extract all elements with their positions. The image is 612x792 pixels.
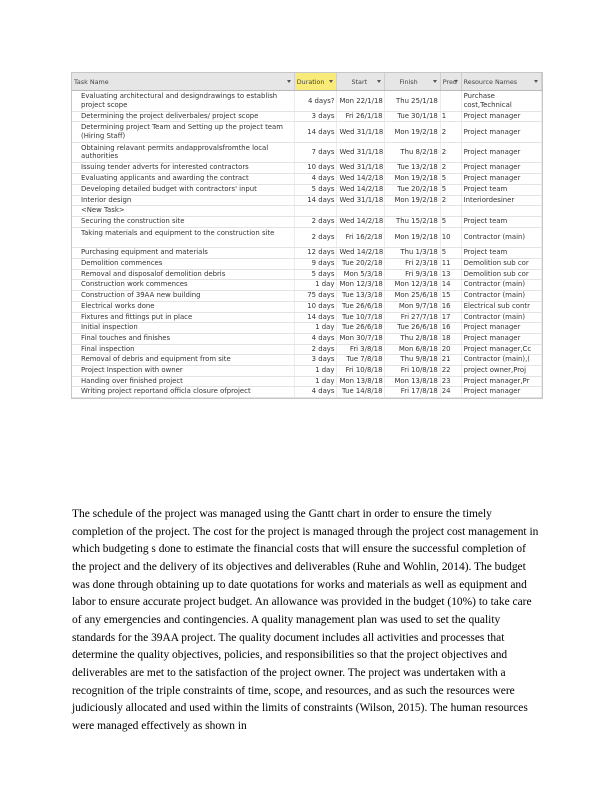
table-row[interactable] [72,184,542,195]
resource-cell[interactable]: Project manager [461,122,541,143]
resource-cell[interactable]: Project manager [461,333,541,344]
start-cell[interactable]: Tue 26/6/18 [337,301,385,312]
table-row[interactable] [72,280,542,291]
finish-cell[interactable]: Fri 2/3/18 [385,259,440,270]
finish-cell[interactable]: Fri 27/7/18 [385,312,440,323]
task-name-cell[interactable]: Final inspection [72,344,294,355]
predecessor-cell[interactable]: 15 [440,291,461,302]
filter-arrow-icon[interactable] [287,80,291,83]
resource-cell[interactable]: Project manager [461,163,541,174]
resource-cell[interactable]: Interiordesiner [461,195,541,206]
table-header-row [72,73,542,91]
task-name-cell[interactable]: Determining project Team and Setting up the project team (Hiring Staff) [72,122,294,143]
finish-cell[interactable]: Thu 1/3/18 [385,248,440,259]
predecessor-cell[interactable]: 24 [440,387,461,398]
task-name-cell[interactable]: Interior design [72,195,294,206]
task-name-cell[interactable]: <New Task> [72,206,294,217]
table-row[interactable] [72,142,542,163]
filter-arrow-icon[interactable] [454,80,458,83]
resource-cell[interactable]: Project manager,Cc [461,344,541,355]
start-cell[interactable]: Fri 3/8/18 [337,344,385,355]
start-cell[interactable]: Tue 10/7/18 [337,312,385,323]
task-table [72,73,542,398]
task-name-cell[interactable]: Project Inspection with owner [72,366,294,377]
task-name-cell[interactable]: Obtaining relavant permits andapprovalsfromthe local authorities [72,142,294,163]
task-name-cell[interactable]: Construction of 39AA new building [72,291,294,302]
start-cell[interactable]: Tue 20/2/18 [337,259,385,270]
resource-cell[interactable]: Electrical sub contr [461,301,541,312]
table-row[interactable] [72,291,542,302]
duration-cell[interactable]: 14 days [294,195,337,206]
table-row[interactable] [72,323,542,334]
finish-cell[interactable]: Mon 6/8/18 [385,344,440,355]
finish-cell[interactable]: Tue 20/2/18 [385,184,440,195]
start-cell[interactable]: Tue 14/8/18 [337,387,385,398]
task-name-cell[interactable]: Initial inspection [72,323,294,334]
predecessor-cell[interactable] [440,91,461,112]
resource-cell[interactable]: Contractor (main),( [461,355,541,366]
task-name-cell[interactable]: Writing project reportand officla closure ofproject [72,387,294,398]
resource-cell[interactable]: Purchase cost,Technical [461,91,541,112]
start-cell[interactable]: Tue 13/3/18 [337,291,385,302]
table-row[interactable] [72,355,542,366]
predecessor-cell[interactable]: 14 [440,280,461,291]
duration-cell[interactable]: 14 days [294,122,337,143]
predecessor-cell[interactable]: 5 [440,174,461,185]
duration-cell[interactable]: 4 days [294,333,337,344]
start-cell[interactable]: Wed 31/1/18 [337,142,385,163]
finish-cell[interactable]: Tue 13/2/18 [385,163,440,174]
finish-cell[interactable]: Thu 15/2/18 [385,217,440,228]
table-row[interactable] [72,163,542,174]
finish-cell[interactable]: Mon 25/6/18 [385,291,440,302]
duration-cell[interactable]: 10 days [294,301,337,312]
table-row[interactable] [72,195,542,206]
duration-cell[interactable]: 2 days [294,344,337,355]
header-pred-label: Pred [442,77,457,86]
start-cell[interactable]: Tue 26/6/18 [337,323,385,334]
table-row[interactable] [72,217,542,228]
finish-cell[interactable]: Mon 19/2/18 [385,122,440,143]
start-cell[interactable]: Mon 30/7/18 [337,333,385,344]
resource-cell[interactable]: Project manager [461,111,541,122]
finish-cell[interactable] [385,206,440,217]
start-cell[interactable]: Wed 14/2/18 [337,184,385,195]
duration-cell[interactable]: 2 days [294,227,337,248]
header-resource-label: Resource Names [463,77,518,86]
header-task-name[interactable] [72,73,294,91]
table-row[interactable] [72,174,542,185]
task-name-cell[interactable]: Securing the construction site [72,217,294,228]
table-row[interactable] [72,91,542,112]
predecessor-cell[interactable]: 10 [440,227,461,248]
resource-cell[interactable]: Contractor (main) [461,312,541,323]
task-name-cell[interactable]: Developing detailed budget with contractors' input [72,184,294,195]
start-cell[interactable]: Fri 10/8/18 [337,366,385,377]
duration-cell[interactable]: 14 days [294,312,337,323]
predecessor-cell[interactable]: 21 [440,355,461,366]
resource-cell[interactable]: Demolition sub cor [461,269,541,280]
predecessor-cell[interactable]: 5 [440,248,461,259]
start-cell[interactable]: Wed 14/2/18 [337,217,385,228]
table-row[interactable] [72,248,542,259]
predecessor-cell[interactable]: 2 [440,122,461,143]
resource-cell[interactable]: Project team [461,184,541,195]
duration-cell[interactable]: 5 days [294,184,337,195]
finish-cell[interactable]: Fri 17/8/18 [385,387,440,398]
finish-cell[interactable]: Mon 13/8/18 [385,376,440,387]
duration-cell[interactable]: 4 days [294,174,337,185]
duration-cell[interactable]: 3 days [294,355,337,366]
duration-cell[interactable]: 2 days [294,217,337,228]
table-row[interactable] [72,387,542,398]
predecessor-cell[interactable]: 17 [440,312,461,323]
finish-cell[interactable]: Thu 9/8/18 [385,355,440,366]
finish-cell[interactable]: Fri 9/3/18 [385,269,440,280]
predecessor-cell[interactable]: 2 [440,195,461,206]
duration-cell[interactable]: 1 day [294,323,337,334]
start-cell[interactable]: Mon 5/3/18 [337,269,385,280]
resource-cell[interactable] [461,206,541,217]
gantt-task-table [71,72,543,399]
resource-cell[interactable]: Project team [461,217,541,228]
finish-cell[interactable]: Tue 26/6/18 [385,323,440,334]
duration-cell[interactable]: 7 days [294,142,337,163]
resource-cell[interactable]: Project team [461,248,541,259]
resource-cell[interactable]: Contractor (main) [461,280,541,291]
start-cell[interactable]: Wed 31/1/18 [337,122,385,143]
finish-cell[interactable]: Mon 19/2/18 [385,174,440,185]
start-cell[interactable]: Wed 31/1/18 [337,163,385,174]
task-name-cell[interactable]: Handing over finished project [72,376,294,387]
resource-cell[interactable]: Contractor (main) [461,291,541,302]
header-start-label: Start [351,77,368,86]
table-row[interactable] [72,206,542,217]
header-duration[interactable] [294,73,337,91]
predecessor-cell[interactable]: 16 [440,301,461,312]
start-cell[interactable]: Wed 14/2/18 [337,174,385,185]
finish-cell[interactable]: Thu 2/8/18 [385,333,440,344]
start-cell[interactable]: Mon 22/1/18 [337,91,385,112]
task-name-cell[interactable]: Demolition commences [72,259,294,270]
finish-cell[interactable]: Mon 19/2/18 [385,227,440,248]
predecessor-cell[interactable]: 1 [440,111,461,122]
table-row[interactable] [72,269,542,280]
start-cell[interactable]: Mon 13/8/18 [337,376,385,387]
predecessor-cell[interactable]: 11 [440,259,461,270]
finish-cell[interactable]: Mon 12/3/18 [385,280,440,291]
predecessor-cell[interactable]: 5 [440,217,461,228]
table-row[interactable] [72,312,542,323]
predecessor-cell[interactable]: 16 [440,323,461,334]
duration-cell[interactable]: 4 days? [294,91,337,112]
resource-cell[interactable]: Project manager [461,323,541,334]
finish-cell[interactable]: Thu 25/1/18 [385,91,440,112]
finish-cell[interactable]: Thu 8/2/18 [385,142,440,163]
predecessor-cell[interactable]: 23 [440,376,461,387]
start-cell[interactable] [337,206,385,217]
resource-cell[interactable]: Project manager [461,174,541,185]
table-row[interactable] [72,344,542,355]
start-cell[interactable]: Fri 26/1/18 [337,111,385,122]
filter-arrow-icon[interactable] [329,80,333,83]
table-body [72,91,542,398]
resource-cell[interactable]: Contractor (main) [461,227,541,248]
header-duration-label: Duration [296,77,325,86]
filter-arrow-icon[interactable] [433,80,437,83]
start-cell[interactable]: Mon 12/3/18 [337,280,385,291]
table-row[interactable] [72,333,542,344]
resource-cell[interactable]: Demolition sub cor [461,259,541,270]
predecessor-cell[interactable] [440,206,461,217]
start-cell[interactable]: Wed 14/2/18 [337,248,385,259]
start-cell[interactable]: Wed 31/1/18 [337,195,385,206]
task-name-cell[interactable]: Purchasing equipment and materials [72,248,294,259]
finish-cell[interactable]: Tue 30/1/18 [385,111,440,122]
header-task-name-label: Task Name [74,77,109,86]
table-row[interactable] [72,376,542,387]
finish-cell[interactable]: Mon 9/7/18 [385,301,440,312]
duration-cell[interactable]: 9 days [294,259,337,270]
table-row[interactable] [72,301,542,312]
predecessor-cell[interactable]: 2 [440,142,461,163]
header-finish[interactable] [385,73,440,91]
start-cell[interactable]: Tue 7/8/18 [337,355,385,366]
predecessor-cell[interactable]: 13 [440,269,461,280]
task-name-cell[interactable]: Evaluating applicants and awarding the contract [72,174,294,185]
resource-cell[interactable]: Project manager [461,387,541,398]
task-name-cell[interactable]: Removal and disposalof demolition debris [72,269,294,280]
predecessor-cell[interactable]: 20 [440,344,461,355]
predecessor-cell[interactable]: 22 [440,366,461,377]
filter-arrow-icon[interactable] [377,80,381,83]
table-row[interactable] [72,227,542,248]
table-row[interactable] [72,111,542,122]
predecessor-cell[interactable]: 18 [440,333,461,344]
task-name-cell[interactable]: Issuing tender adverts for interested contractors [72,163,294,174]
header-resource[interactable] [461,73,541,91]
duration-cell[interactable]: 3 days [294,111,337,122]
task-name-cell[interactable]: Construction work commences [72,280,294,291]
task-name-cell[interactable]: Fixtures and fittings put in place [72,312,294,323]
predecessor-cell[interactable]: 2 [440,163,461,174]
header-start[interactable] [337,73,385,91]
table-row[interactable] [72,366,542,377]
task-name-cell[interactable]: Determining the project deliverbales/ project scope [72,111,294,122]
duration-cell[interactable] [294,206,337,217]
duration-cell[interactable]: 75 days [294,291,337,302]
duration-cell[interactable]: 1 day [294,280,337,291]
task-name-cell[interactable]: Taking materials and equipment to the construction site [72,227,294,248]
duration-cell[interactable]: 1 day [294,366,337,377]
duration-cell[interactable]: 4 days [294,387,337,398]
filter-arrow-icon[interactable] [534,80,538,83]
resource-cell[interactable]: Project manager,Pr [461,376,541,387]
header-pred[interactable] [440,73,461,91]
resource-cell[interactable]: project owner,Proj [461,366,541,377]
task-name-cell[interactable]: Evaluating architectural and designdrawings to establish project scope [72,91,294,112]
table-row[interactable] [72,259,542,270]
task-name-cell[interactable]: Electrical works done [72,301,294,312]
body-paragraph: The schedule of the project was managed using the Gantt chart in order to ensure the timely completion of the project. The cost for the project is managed through the project cost management in which budgeting s done to estimate the financial costs that will ensure the successful completion of the project and the delivery of its objectives and deliverables (Ruhe and Wohlin, 2014). The budget was done through obtaining up to date quotations for works and materials as well as equipment and labor to ensure accurate project budget. An allowance was provided in the budget (10%) to take care of any emergencies and contingencies. A quality management plan was used to set the quality standards for the 39AA project. The quality document includes all activities and processes that determine the quality objectives, policies, and responsibilities so that the project objectives and deliverables are met to the satisfaction of the project owner. The project was undertaken with a recognition of the triple constraints of time, scope, and resources, and as such the resources were judiciously allocated and used within the limits of constraints (Wilson, 2015). The human resources were managed effectively as shown in [72,508,539,732]
finish-cell[interactable]: Fri 10/8/18 [385,366,440,377]
start-cell[interactable]: Fri 16/2/18 [337,227,385,248]
duration-cell[interactable]: 1 day [294,376,337,387]
task-name-cell[interactable]: Removal of debris and equipment from site [72,355,294,366]
duration-cell[interactable]: 5 days [294,269,337,280]
finish-cell[interactable]: Mon 19/2/18 [385,195,440,206]
table-row[interactable] [72,122,542,143]
duration-cell[interactable]: 10 days [294,163,337,174]
duration-cell[interactable]: 12 days [294,248,337,259]
resource-cell[interactable]: Project manager [461,142,541,163]
predecessor-cell[interactable]: 5 [440,184,461,195]
header-finish-label: Finish [399,77,418,86]
task-name-cell[interactable]: Final touches and finishes [72,333,294,344]
